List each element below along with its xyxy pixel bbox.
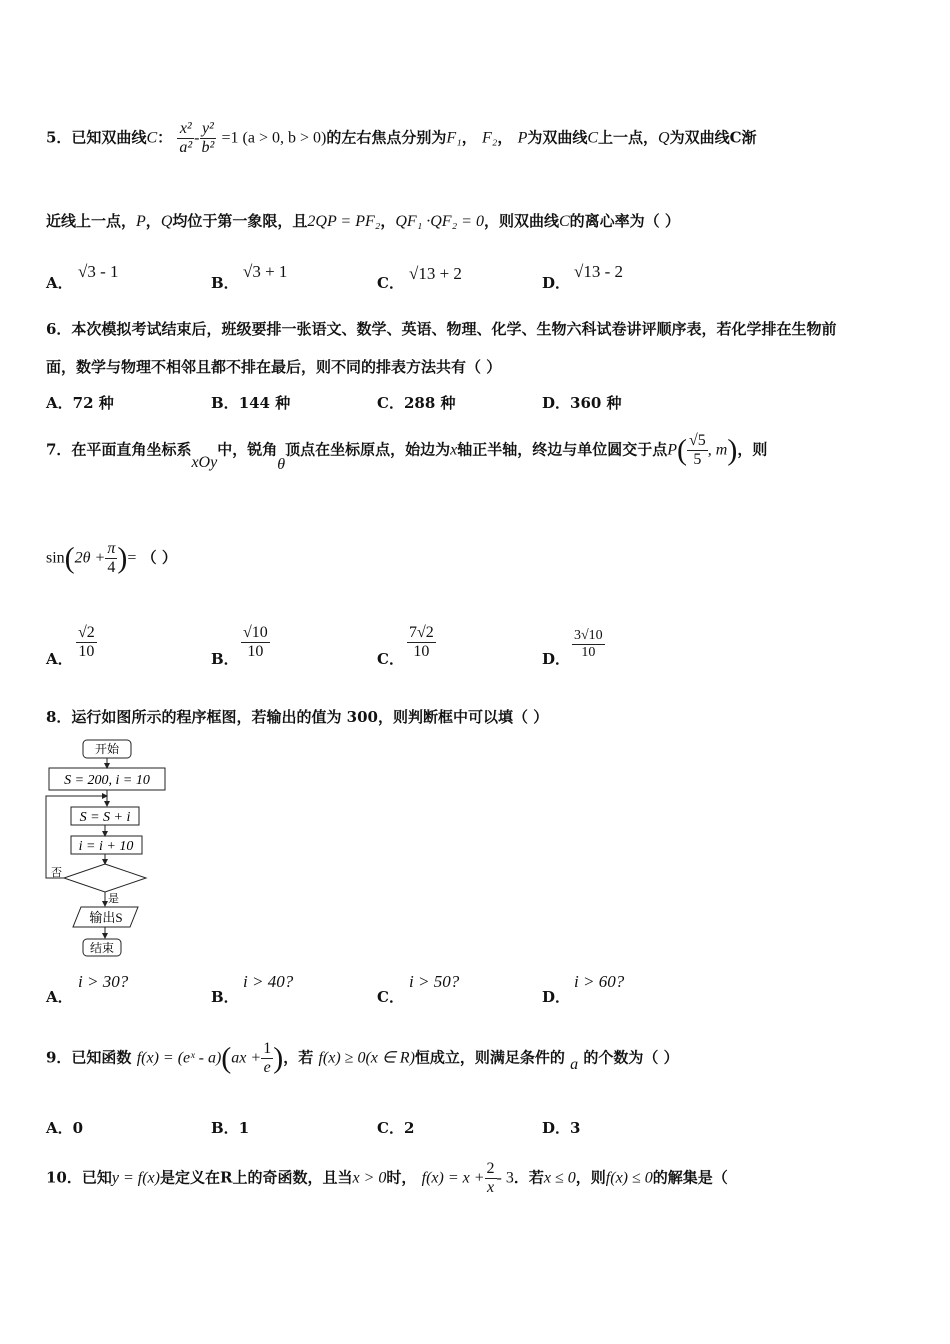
q5-colon: ： [157,128,173,147]
q10-condition-2: x ≤ 0 [543,1169,576,1187]
q6-option-b-label: B． [211,394,239,412]
q7-line2: sin(2θ + $\frac{\pi}{4}$ )= （ ） [46,540,177,576]
q9-a: a [570,1055,579,1073]
q10-x: x [486,1179,495,1196]
q7-text: 7．在平面直角坐标系 [46,440,192,459]
q10-line1 [46,1160,728,1197]
q7-p-m: , m [707,441,728,459]
q5-text: 的左右焦点分别为 [326,128,447,147]
q9-option-a[interactable] [46,1117,83,1138]
q6-option-d-value: 360 种 [570,394,622,412]
q9-frac [261,1040,273,1077]
q5-sep: ， [497,128,513,147]
q6-option-c-label: C． [377,394,404,412]
q8-option-c-label[interactable]: C． [377,988,404,1006]
q9-option-b-label: B． [211,1119,239,1137]
q7-option-d-label[interactable]: D． [542,650,571,668]
q9-option-c-value: 2 [403,1119,415,1137]
flow-output-text: 输出S [89,910,123,925]
q7-point-p: P [667,441,678,459]
q6-option-a-label: A． [46,394,73,412]
q10-text: ，则 [575,1168,606,1187]
q9-option-a-value: 0 [72,1119,84,1137]
q7-sin: sin [46,549,65,567]
q7-option-b-value [241,624,270,661]
q8-option-b-value: i > 40? [243,972,294,991]
q7-option-c-label[interactable]: C． [377,650,404,668]
q6-line2: 面，数学与物理不相邻且都不排在最后，则不同的排表方法共有（ ） [46,358,502,376]
q8-option-d-value: i > 60? [574,972,625,991]
q7-option-a-num: √2 [78,624,95,641]
q9-e: e [263,1059,271,1076]
q7-arg: 2θ + [74,549,106,567]
q9-condition: f(x) ≥ 0(x ∈ R) [318,1049,415,1067]
q9-text: 的个数为（ ） [583,1048,679,1067]
q5-text: 为双曲线 [527,128,588,147]
q7-four: 4 [107,559,116,576]
q9-option-c-label: C． [377,1119,404,1137]
q7-eq: = [127,549,137,567]
q5-p: P [136,213,146,230]
q5-text: 上一点， [598,128,659,147]
q5-option-a-label[interactable]: A． [46,274,73,292]
q10-minus3: - 3 [496,1169,514,1187]
q5-line1 [46,120,757,157]
q7-xoy: xOy [191,453,218,471]
flow-init-text: S = 200, i = 10 [64,773,150,788]
flow-loop-line [46,796,107,878]
q10-text: 上的奇函数，且当 [232,1168,353,1187]
q5-text: 为双曲线C渐 [669,128,757,147]
q10-text: ．若 [513,1168,544,1187]
q9-text: ，若 [283,1048,314,1067]
q6-option-c[interactable] [377,392,456,413]
q8-option-a-value: i > 30? [78,972,129,991]
q7-option-d-den: 10 [581,645,596,660]
q5-line2: 近线上一点，P，Q均位于第一象限，且2QP = PF₂，QF₁ ·QF₂ = 0，则双曲线C的离心率为（ ） [46,212,680,230]
q5-condition-1: 2QP = PF₂ [307,213,381,230]
q7-text: 顶点在坐标原点，始边为 [285,440,451,459]
q10-two: 2 [486,1160,495,1177]
q5-text: 近线上一点， [46,212,137,230]
flow-step1-text: S = S + i [79,810,131,825]
q6-line1: 6．本次模拟考试结束后，班级要排一张语文、数学、英语、物理、化学、生物六科试卷讲评顺序表，若化学排在生物前 [46,320,837,338]
q7-p-den: 5 [693,451,702,468]
q7-option-c-num: 7√2 [409,624,434,641]
q5-text: 均位于第一象限，且 [172,212,308,230]
q5-b2: b² [201,139,215,156]
q7-option-b-label[interactable]: B． [211,650,239,668]
q9-option-d-value: 3 [570,1119,581,1137]
q6-option-d[interactable] [542,392,622,413]
q5-f1: F₁ [446,129,462,147]
q5-f2: F₂ [481,129,498,147]
q6-option-d-label: D． [542,394,571,412]
q8-option-a-label[interactable]: A． [46,988,73,1006]
q7-blank: （ ） [141,548,177,567]
q10-condition-3: f(x) ≤ 0 [605,1169,653,1187]
q10-yfx: y = f(x) [111,1169,160,1187]
flow-decision-diamond [64,864,146,892]
q10-condition-1: x > 0 [352,1169,387,1187]
q9-option-a-label: A． [46,1119,73,1137]
q9-line1: 9．已知函数 f(x) = (eˣ - a)(ax + $\frac{1}{e}$ )，若 f(x) ≥ 0(x ∈ R)恒成立，则满足条件的 a 的个数为（ ） [46,1040,679,1076]
q5-x2: x² [177,120,194,139]
q7-pi-frac [105,540,117,577]
q7-option-a-label[interactable]: A． [46,650,73,668]
q6-option-c-value: 288 种 [403,394,456,412]
q5-option-d-label[interactable]: D． [542,274,571,292]
q5-text: 的离心率为（ ） [569,212,680,230]
q5-sep: ， [461,128,477,147]
q5-frac-y [200,120,217,157]
q5-eq-rest: =1 (a > 0, b > 0) [221,129,327,147]
q9-text: 恒成立，则满足条件的 [414,1048,565,1067]
q6-option-a[interactable] [46,392,114,413]
q7-option-d-value [572,628,605,661]
q7-option-b-num: √10 [243,624,268,641]
q7-line1: 7．在平面直角坐标系xOy中，锐角θ顶点在坐标原点，始边为x轴正半轴，终边与单位圆交于点P( $\frac{√5}{5}$ , m)，则 [46,432,768,473]
q5-curve-c: C [558,213,570,230]
flow-start-text: 开始 [94,742,120,756]
flow-end-text: 结束 [89,941,115,955]
q7-option-d-num: 3√10 [574,628,603,643]
q10-text: 10．已知 [46,1168,112,1187]
q9-option-d[interactable] [542,1117,580,1138]
q5-condition-2: QF₁ ·QF₂ = 0 [395,213,484,230]
q5-option-d-value: √13 - 2 [574,262,623,281]
q5-option-a-value: √3 - 1 [78,262,119,281]
q5-option-c-label[interactable]: C． [377,274,404,292]
q9-option-c[interactable] [377,1117,414,1138]
q9-option-d-label: D． [542,1119,571,1137]
q7-option-a-den: 10 [78,643,95,660]
q5-a2: a² [179,139,193,156]
q7-p-frac [687,432,708,469]
q10-text: 是定义在 [159,1168,220,1187]
q10-function: f(x) = x + [421,1169,485,1187]
q8-flowchart [40,736,175,962]
q5-curve-c: C [146,129,158,147]
q5-option-b-label[interactable]: B． [211,274,239,292]
q9-option-b-value: 1 [238,1119,250,1137]
q5-text: 5．已知双曲线 [46,128,147,147]
q7-pi: π [107,540,116,557]
q5-text: ，则双曲线 [483,212,559,230]
q5-option-b-value: √3 + 1 [243,262,288,281]
q7-option-b-den: 10 [247,643,264,660]
q7-option-a-value [76,624,97,661]
q7-p-num: √5 [689,432,706,449]
flow-step2-text: i = i + 10 [78,839,134,854]
q5-option-c-value: √13 + 2 [409,264,462,283]
q7-text: 中，锐角 [217,440,278,459]
q7-text: 轴正半轴，终边与单位圆交于点 [457,440,668,459]
q8-option-b-label[interactable]: B． [211,988,239,1006]
q9-ax: ax + [231,1049,262,1067]
q5-q: Q [160,213,173,230]
q8-option-c-value: i > 50? [409,972,460,991]
q7-option-c-den: 10 [413,643,430,660]
q6-option-a-value: 72 种 [72,394,114,412]
q9-function: f(x) = (eˣ - a) [136,1049,222,1067]
q7-option-c-value [407,624,436,661]
q9-option-b[interactable] [211,1117,249,1138]
q10-r: R [220,1168,233,1187]
q10-text: 的解集是（ [652,1168,728,1187]
q6-option-b-value: 144 种 [238,394,291,412]
q5-curve-c: C [587,129,599,147]
q5-minus: - [194,129,200,147]
q5-frac-x [177,120,194,157]
q10-frac [485,1160,497,1197]
q7-theta: θ [277,455,286,473]
q5-y2: y² [200,120,217,139]
flow-no-label: 否 [51,867,62,879]
q8-line1: 8．运行如图所示的程序框图，若输出的值为 300，则判断框中可以填（ ） [46,708,549,726]
q10-text: 时， [386,1168,417,1187]
q7-text: ，则 [737,440,768,459]
q5-q: Q [658,129,670,147]
q8-option-d-label[interactable]: D． [542,988,571,1006]
flow-yes-label: 是 [108,893,119,905]
q9-text: 9．已知函数 [46,1048,132,1067]
q7-x: x [450,441,458,459]
q5-p: P [517,129,528,147]
q9-one: 1 [263,1040,272,1057]
q6-option-b[interactable] [211,392,290,413]
